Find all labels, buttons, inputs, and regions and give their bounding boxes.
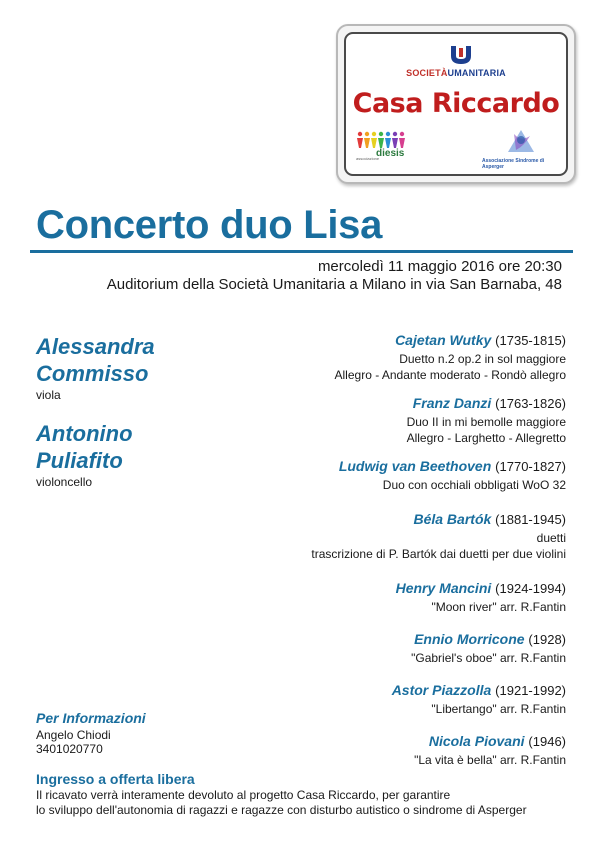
performer-2-first-name: Antonino: [36, 421, 133, 446]
work-line: duetti: [536, 531, 566, 545]
diesis-small-label: associazione: [356, 156, 380, 161]
composer-name: Henry Mancini: [395, 580, 492, 596]
asperger-association-label: Associazione Sindrome di Asperger: [482, 158, 545, 170]
composer-name: Astor Piazzolla: [391, 682, 492, 698]
entry-description-line-1: Il ricavato verrà interamente devoluto al progetto Casa Riccardo, per garantire: [36, 788, 451, 802]
event-venue: Auditorium della Società Umanitaria a Milano in via San Barnaba, 48: [106, 276, 562, 293]
program-item: [236, 680, 566, 717]
title-divider: [30, 250, 573, 253]
composer-name: Ennio Morricone: [414, 631, 525, 647]
work-line: trascrizione di P. Bartók dai duetti per due violini: [311, 547, 566, 561]
performer-1-first-name: Alessandra: [36, 334, 155, 359]
composer-name: Cajetan Wutky: [395, 332, 492, 348]
program-item: [236, 578, 566, 615]
composer-dates: (1928): [528, 632, 566, 647]
program-item: [236, 393, 566, 446]
umanitaria-emblem-icon: [448, 44, 474, 66]
performer-2-last-name: Puliafito: [36, 448, 123, 473]
composer-name: Ludwig van Beethoven: [338, 458, 492, 474]
composer-name: Béla Bartók: [413, 511, 492, 527]
work-line: Duetto n.2 op.2 in sol maggiore: [399, 352, 566, 366]
diesis-logo-text: diesis: [376, 148, 405, 159]
event-date-time: mercoledì 11 maggio 2016 ore 20:30: [317, 258, 562, 275]
asperger-association-icon: [506, 128, 536, 154]
page-title: Concerto duo Lisa: [36, 203, 383, 247]
info-heading: Per Informazioni: [36, 710, 146, 726]
performer-2-instrument: violoncello: [36, 475, 93, 489]
program-item: [236, 731, 566, 768]
work-line: Allegro - Larghetto - Allegretto: [406, 431, 566, 445]
composer-dates: (1924-1994): [495, 581, 566, 596]
logo-frame: [344, 32, 568, 176]
contact-phone: 3401020770: [36, 742, 103, 756]
umanitaria-wordmark: SOCIETÀUMANITARIA: [406, 68, 506, 78]
composer-name: Nicola Piovani: [428, 733, 525, 749]
work-line: "La vita è bella" arr. R.Fantin: [414, 753, 566, 767]
work-line: "Libertango" arr. R.Fantin: [431, 702, 566, 716]
composer-dates: (1946): [528, 734, 566, 749]
entry-description-line-2: lo sviluppo dell'autonomia di ragazzi e ragazze con disturbo autistico o sindrome di Asperger: [36, 803, 527, 817]
composer-name: Franz Danzi: [412, 395, 492, 411]
contact-name: Angelo Chiodi: [36, 728, 111, 742]
casa-riccardo-logo: [336, 24, 576, 184]
program-item: [236, 509, 566, 562]
work-line: Duo con occhiali obbligati WoO 32: [382, 478, 566, 492]
concert-program: [236, 330, 566, 778]
program-item: [236, 330, 566, 383]
program-item: [236, 629, 566, 666]
diesis-figures-icon: [356, 130, 410, 150]
work-line: Duo II in mi bemolle maggiore: [406, 415, 566, 429]
entry-heading: Ingresso a offerta libera: [36, 771, 195, 787]
work-line: "Gabriel's oboe" arr. R.Fantin: [411, 651, 566, 665]
composer-dates: (1770-1827): [495, 459, 566, 474]
casa-riccardo-wordmark: Casa Riccardo: [352, 88, 560, 119]
composer-dates: (1881-1945): [495, 512, 566, 527]
composer-dates: (1763-1826): [495, 396, 566, 411]
composer-dates: (1921-1992): [495, 683, 566, 698]
performer-1-last-name: Commisso: [36, 361, 149, 386]
composer-dates: (1735-1815): [495, 333, 566, 348]
program-item: [236, 456, 566, 493]
performer-1-instrument: viola: [36, 388, 61, 402]
work-line: "Moon river" arr. R.Fantin: [431, 600, 566, 614]
work-line: Allegro - Andante moderato - Rondò allegro: [334, 368, 566, 382]
